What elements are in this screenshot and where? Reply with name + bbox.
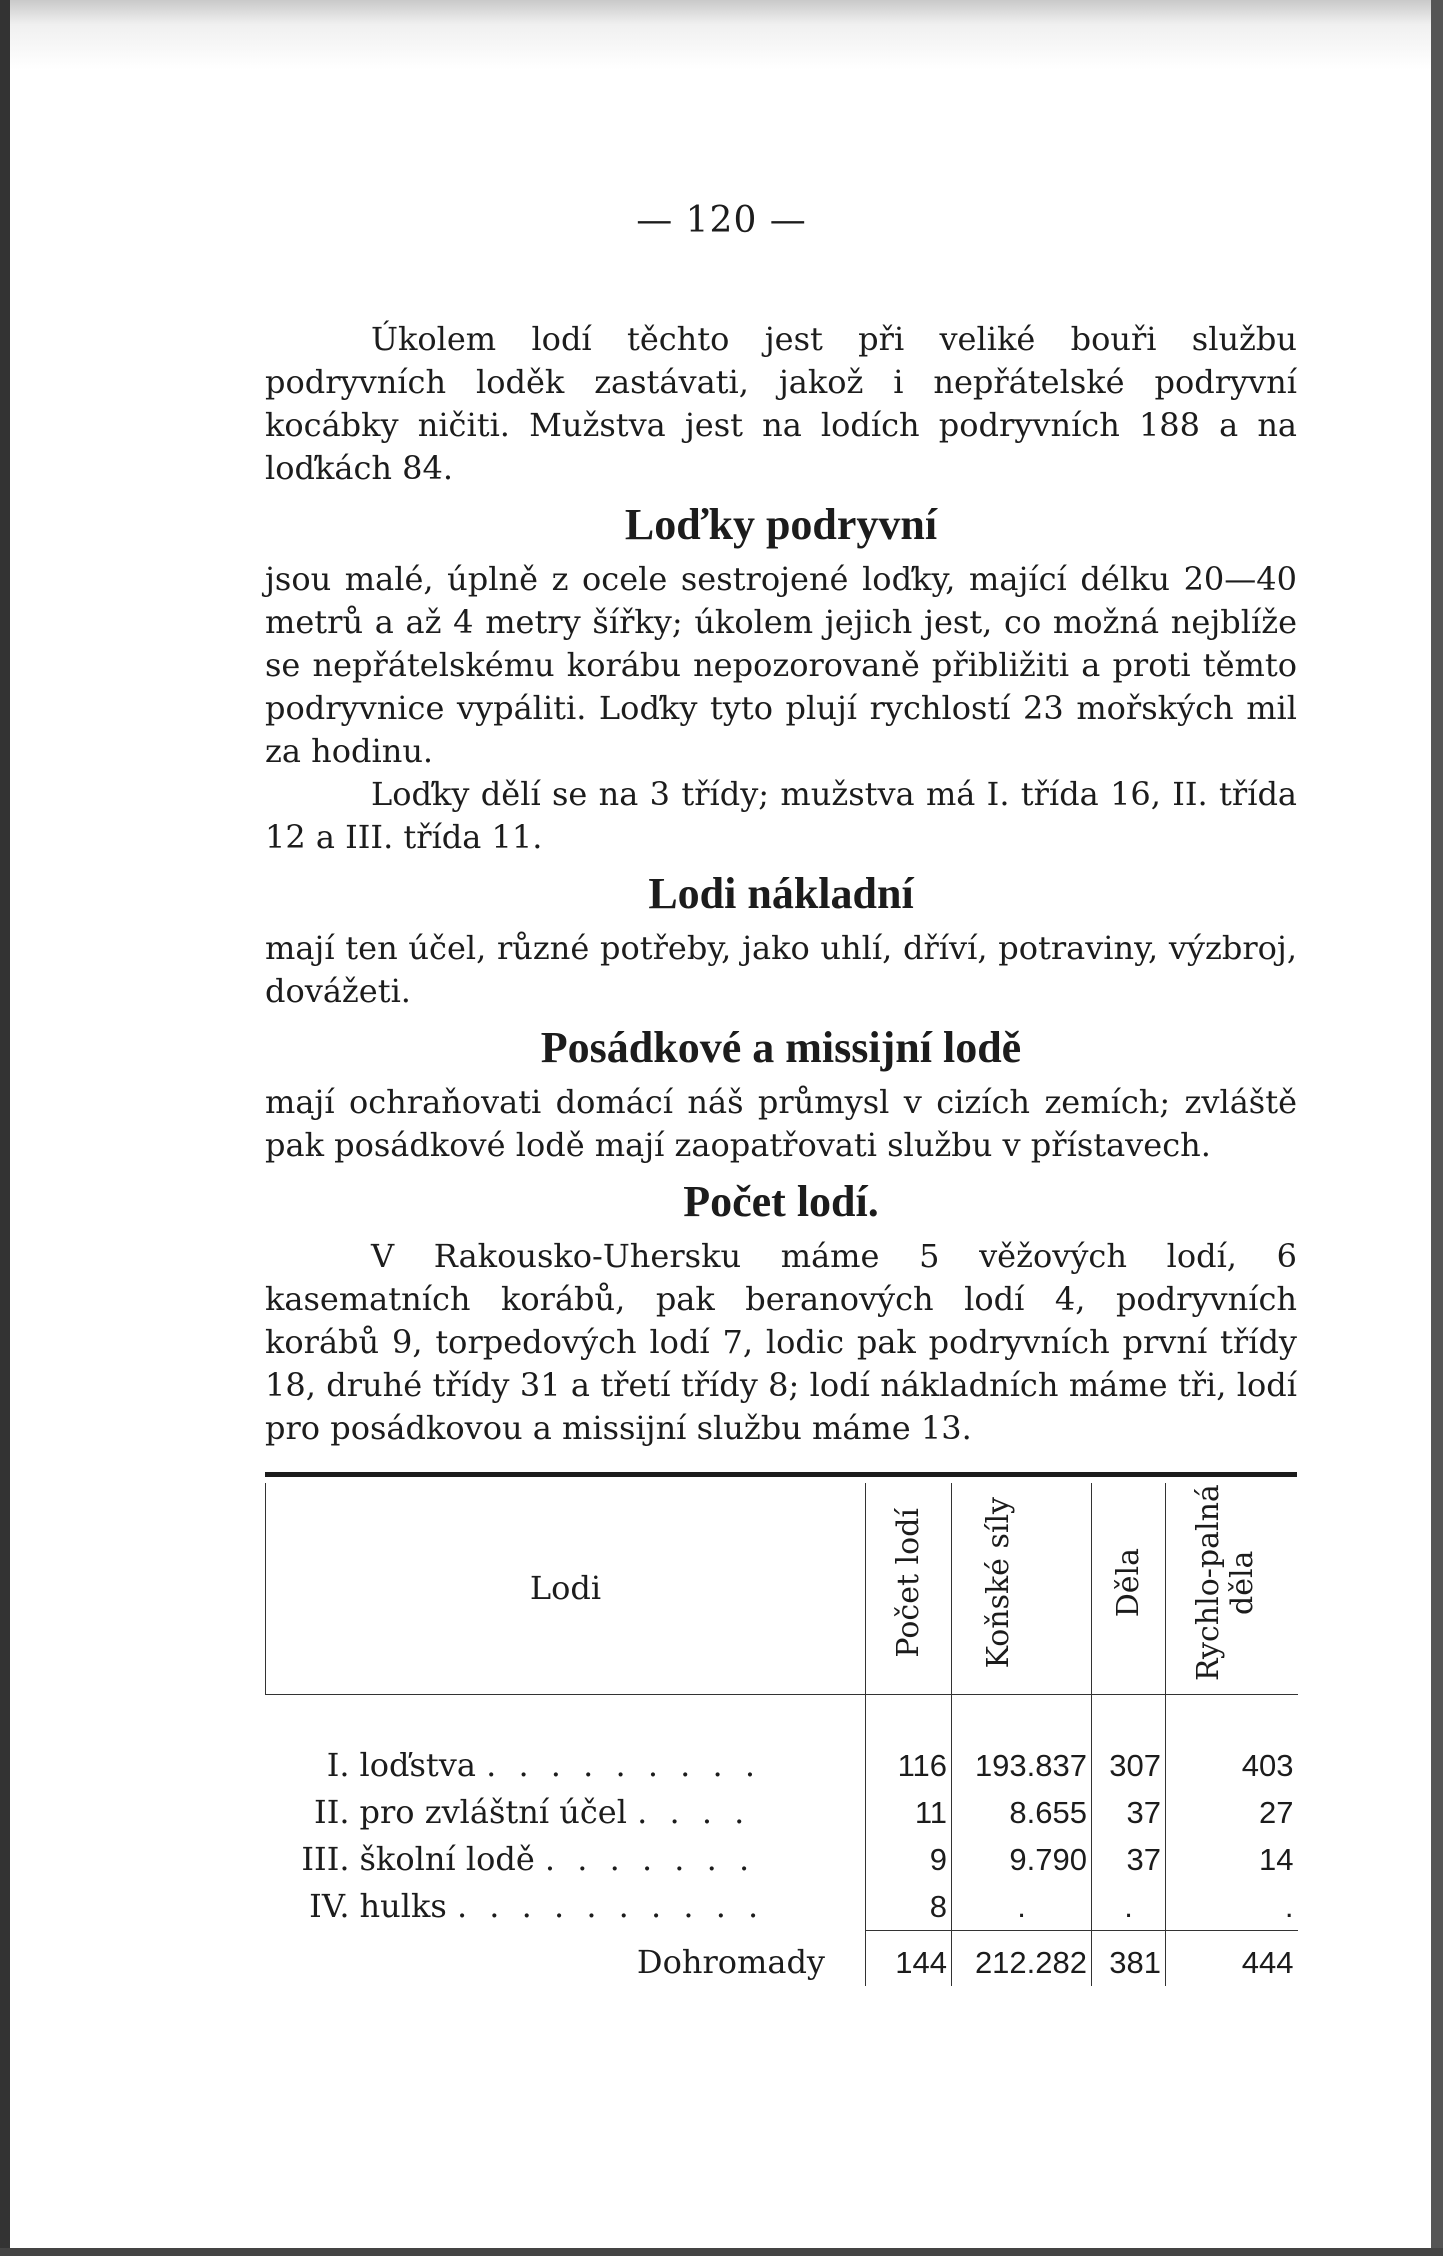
cell-rychlo: 403 (1166, 1742, 1298, 1789)
table-header-row (266, 1483, 1298, 1695)
paragraph-lodky-classes: Loďky dělí se na 3 třídy; mužstva má I. třída 16, II. třída 12 a III. třída 11. (265, 775, 1297, 856)
cell-dela: 307 (1092, 1742, 1166, 1789)
cell-rychlo: 14 (1166, 1836, 1298, 1883)
row-label (266, 1836, 866, 1883)
row-name: školní lodě (359, 1840, 535, 1878)
row-dots: . . . . (637, 1793, 751, 1831)
table-row (266, 1789, 1298, 1836)
page-number: — 120 — (636, 200, 807, 241)
header-rychlopalna-dela (1166, 1483, 1298, 1695)
cell-dela: . (1092, 1883, 1166, 1931)
table-top-rule (265, 1472, 1297, 1477)
row-name: loďstva (359, 1746, 476, 1784)
heading-lodi-nakladni: Lodi nákladní (648, 869, 914, 918)
page-edge-right (1431, 0, 1443, 2256)
row-dots: . . . . . . . . . . (456, 1887, 765, 1926)
cell-konske: 8.655 (952, 1789, 1092, 1836)
spacer-cell (1166, 1695, 1298, 1743)
row-roman: II. (314, 1793, 350, 1831)
cell-pocet: 11 (866, 1789, 952, 1836)
row-label (266, 1883, 866, 1931)
row-roman: I. (326, 1746, 350, 1784)
page-edge-bottom (0, 2248, 1443, 2256)
header-pocet-lodi-label: Počet lodí (890, 1508, 926, 1658)
row-name: pro zvláštní účel (359, 1793, 627, 1831)
cell-pocet: 9 (866, 1836, 952, 1883)
header-lodi: Lodi (266, 1483, 866, 1695)
total-konske: 212.282 (952, 1931, 1092, 1987)
row-label (266, 1742, 866, 1789)
cell-rychlo: 27 (1166, 1789, 1298, 1836)
header-konske-sily-label: Koňské síly (980, 1497, 1016, 1669)
row-dots: . . . . . . . . . (486, 1746, 762, 1784)
paragraph-lodi-nakladni: mají ten účel, různé potřeby, jako uhlí, dříví, potraviny, výzbroj, dovážeti. (265, 929, 1297, 1010)
row-dots: . . . . . . . (544, 1840, 756, 1878)
table-row (266, 1742, 1298, 1789)
table-row (266, 1836, 1298, 1883)
cell-dela: 37 (1092, 1836, 1166, 1883)
row-name: hulks (359, 1887, 447, 1926)
total-label: Dohromady (636, 1942, 825, 1981)
total-rychlo: 444 (1166, 1931, 1298, 1987)
row-roman: III. (301, 1840, 350, 1878)
heading-lodky-podryvni: Loďky podryvní (624, 500, 938, 549)
paragraph-lodky-description: jsou malé, úplně z ocele sestrojené loďky, mající délku 20—40 metrů a až 4 metry šířky; úkolem jejich jest, co možná nejblíže se nepřátelskému korábu nepozorovaně přibližiti a proti těmto podryvnice vypáliti. Loďky tyto plují rychlostí 23 mořských mil za hodinu. (265, 560, 1297, 770)
table-row (266, 1883, 1298, 1931)
spacer-cell (866, 1695, 952, 1743)
page-edge-top (0, 0, 1443, 70)
header-konske-sily (952, 1483, 1092, 1695)
header-dela (1092, 1483, 1166, 1695)
page-content (265, 318, 1297, 1986)
cell-konske: 193.837 (952, 1742, 1092, 1789)
cell-dela: 37 (1092, 1789, 1166, 1836)
spacer-cell (952, 1695, 1092, 1743)
cell-rychlo: . (1166, 1883, 1298, 1931)
table-spacer-row (266, 1695, 1298, 1743)
spacer-cell (1092, 1695, 1166, 1743)
paragraph-posadkove-lode: mají ochraňovati domácí náš průmysl v cizích zemích; zvláště pak posádkové lodě mají zaopatřovati službu v přístavech. (265, 1083, 1297, 1164)
cell-konske: 9.790 (952, 1836, 1092, 1883)
fleet-table (265, 1483, 1298, 1986)
row-label (266, 1789, 866, 1836)
heading-posadkove-lode: Posádkové a missijní lodě (540, 1023, 1022, 1072)
row-roman: IV. (309, 1887, 350, 1926)
total-dela: 381 (1092, 1931, 1166, 1987)
table-total-row (266, 1931, 1298, 1987)
cell-pocet: 8 (866, 1883, 952, 1931)
cell-pocet: 116 (866, 1742, 952, 1789)
header-dela-label: Děla (1110, 1548, 1146, 1618)
total-pocet: 144 (866, 1931, 952, 1987)
header-pocet-lodi (866, 1483, 952, 1695)
cell-konske: . (952, 1883, 1092, 1931)
page-edge-left (0, 0, 10, 2256)
header-rychlopalna-dela-label: Rychlo-palná děla (1190, 1484, 1260, 1682)
spacer-cell (266, 1695, 866, 1743)
paragraph-pocet-lodi: V Rakousko-Uhersku máme 5 věžových lodí, 6 kasematních korábů, pak beranových lodí 4, podryvních korábů 9, torpedových lodí 7, lodic pak podryvních první třídy 18, druhé třídy 31 a třetí třídy 8; lodí nákladních máme tři, lodí pro posádkovou a missijní službu máme 13. (265, 1237, 1297, 1447)
heading-pocet-lodi: Počet lodí. (683, 1177, 879, 1226)
intro-paragraph: Úkolem lodí těchto jest při veliké bouři službu podryvních loděk zastávati, jakož i nepřátelské podryvní kocábky ničiti. Mužstva jest na lodích podryvních 188 a na loďkách 84. (265, 320, 1297, 487)
